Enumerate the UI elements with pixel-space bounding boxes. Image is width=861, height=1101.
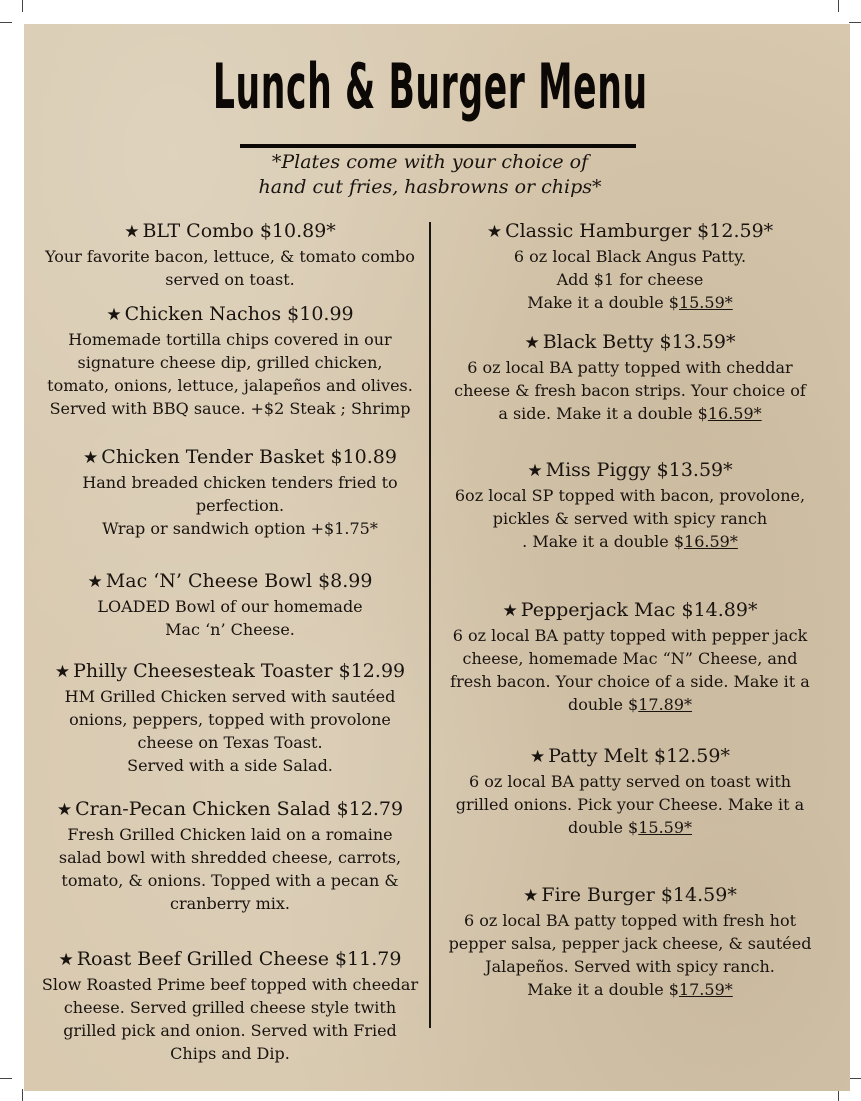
description-line xyxy=(430,909,830,932)
star-icon: ★ xyxy=(524,333,540,353)
crop-mark xyxy=(849,22,861,23)
description-text: 6 oz local BA patty topped with pepper jack xyxy=(452,626,808,645)
description-line xyxy=(30,731,430,754)
description-line xyxy=(30,517,450,540)
menu-item-title-text: Patty Melt $12.59* xyxy=(548,745,730,767)
subtitle-line: *Plates come with your choice of xyxy=(271,151,589,173)
description-text: double $ xyxy=(567,818,639,837)
menu-item-title-text: Miss Piggy $13.59* xyxy=(545,459,733,481)
crop-mark xyxy=(849,1078,861,1079)
description-text: cheese, homemade Mac “N” Cheese, and xyxy=(462,649,798,668)
menu-item-title xyxy=(430,743,830,770)
description-text: 6oz local SP topped with bacon, provolone, xyxy=(454,486,806,505)
description-line xyxy=(30,846,430,869)
subtitle-line: hand cut fries, hasbrowns or chips* xyxy=(258,176,602,198)
menu-item-description xyxy=(430,909,830,1001)
star-icon: ★ xyxy=(523,886,539,906)
crop-mark xyxy=(0,1078,12,1079)
description-text: cranberry mix. xyxy=(170,894,290,913)
description-text: HM Grilled Chicken served with sautéed xyxy=(64,687,396,706)
double-price: 16.59* xyxy=(707,404,762,423)
menu-item-title xyxy=(30,444,450,471)
menu-item-roastbeef xyxy=(30,946,430,1065)
description-line xyxy=(430,245,830,268)
description-text: Jalapeños. Served with spicy ranch. xyxy=(485,957,775,976)
menu-item-piggy xyxy=(430,457,830,553)
menu-item-title-text: Mac ‘N’ Cheese Bowl $8.99 xyxy=(105,570,373,592)
description-text: Make it a double $ xyxy=(527,980,679,999)
menu-item-description xyxy=(30,595,430,641)
description-text: Served with BBQ sauce. +$2 Steak ; Shrimp xyxy=(49,399,411,418)
menu-item-title-text: Philly Cheesesteak Toaster $12.99 xyxy=(73,660,406,682)
description-text: 6 oz local BA patty topped with cheddar xyxy=(467,358,793,377)
star-icon: ★ xyxy=(58,950,74,970)
description-text: Homemade tortilla chips covered in our xyxy=(68,330,392,349)
description-line xyxy=(430,530,830,553)
description-line xyxy=(430,624,830,647)
description-text: Hand breaded chicken tenders fried to xyxy=(82,473,398,492)
menu-item-title xyxy=(430,457,830,484)
menu-item-title xyxy=(430,218,830,245)
star-icon: ★ xyxy=(124,222,140,242)
description-line xyxy=(430,770,830,793)
description-line xyxy=(430,268,830,291)
menu-item-description xyxy=(430,770,830,839)
crop-mark xyxy=(22,1089,23,1101)
description-text: double $ xyxy=(567,695,639,714)
menu-item-title xyxy=(430,597,830,624)
description-line xyxy=(30,685,430,708)
menu-item-title-text: Chicken Nachos $10.99 xyxy=(124,303,354,325)
menu-item-description xyxy=(30,471,450,540)
menu-item-fire xyxy=(430,882,830,1001)
description-line xyxy=(430,647,830,670)
menu-item-nachos xyxy=(30,301,430,420)
description-text: LOADED Bowl of our homemade xyxy=(97,597,363,616)
star-icon: ★ xyxy=(56,800,73,820)
menu-item-classic xyxy=(430,218,830,314)
description-text: tomato, onions, lettuce, jalapeños and olives. xyxy=(47,376,413,395)
menu-item-title xyxy=(30,796,430,823)
description-text: Add $1 for cheese xyxy=(556,270,704,289)
menu-item-title xyxy=(430,882,830,909)
star-icon: ★ xyxy=(106,305,122,325)
double-price: 16.59* xyxy=(684,532,738,551)
crop-mark xyxy=(22,0,23,12)
description-text: cheese. Served grilled cheese style twith xyxy=(63,998,397,1017)
description-text: salad bowl with shredded cheese, carrots, xyxy=(58,848,402,867)
description-text: cheese on Texas Toast. xyxy=(137,733,323,752)
menu-item-title-text: Pepperjack Mac $14.89* xyxy=(520,599,758,621)
description-line xyxy=(30,374,430,397)
description-text: Chips and Dip. xyxy=(170,1044,290,1063)
description-text: Make it a double $ xyxy=(527,293,679,312)
menu-item-description xyxy=(430,484,830,553)
description-line xyxy=(30,245,430,268)
description-text: onions, peppers, topped with provolone xyxy=(69,710,391,729)
description-line xyxy=(30,397,430,420)
description-text: grilled pick and onion. Served with Fried xyxy=(63,1021,397,1040)
menu-item-description xyxy=(30,245,430,291)
description-line xyxy=(30,869,430,892)
menu-item-title xyxy=(30,658,430,685)
star-icon: ★ xyxy=(527,461,543,481)
description-line xyxy=(30,268,430,291)
double-price: 15.59* xyxy=(638,818,693,837)
menu-item-blt xyxy=(30,218,430,291)
star-icon: ★ xyxy=(54,662,71,682)
description-line xyxy=(430,816,830,839)
description-text: . Make it a double $ xyxy=(522,532,685,551)
menu-item-title-text: Cran-Pecan Chicken Salad $12.79 xyxy=(75,798,404,820)
description-line xyxy=(430,793,830,816)
description-line xyxy=(430,670,830,693)
star-icon: ★ xyxy=(502,601,518,621)
description-text: Fresh Grilled Chicken laid on a romaine xyxy=(67,825,393,844)
description-line xyxy=(30,708,430,731)
description-text: 6 oz local BA patty served on toast with xyxy=(468,772,792,791)
description-text: Slow Roasted Prime beef topped with cheedar xyxy=(41,975,419,994)
star-icon: ★ xyxy=(83,448,99,468)
description-line xyxy=(430,932,830,955)
double-price: 17.89* xyxy=(638,695,693,714)
description-text: fresh bacon. Your choice of a side. Make it a xyxy=(450,672,810,691)
menu-item-title xyxy=(430,329,830,356)
description-text: Mac ‘n’ Cheese. xyxy=(165,620,295,639)
description-line xyxy=(30,351,430,374)
description-line xyxy=(30,471,450,494)
menu-item-description xyxy=(30,823,430,915)
menu-item-description xyxy=(30,973,430,1065)
star-icon: ★ xyxy=(486,222,503,242)
menu-item-description xyxy=(430,245,830,314)
description-line xyxy=(430,356,830,379)
description-text: signature cheese dip, grilled chicken, xyxy=(77,353,383,372)
description-line xyxy=(30,892,430,915)
menu-item-mac xyxy=(30,568,430,641)
menu-item-title xyxy=(30,946,430,973)
description-line xyxy=(30,1019,430,1042)
menu-subtitle xyxy=(200,150,660,200)
menu-item-description xyxy=(430,356,830,425)
description-line xyxy=(30,618,430,641)
description-text: 6 oz local Black Angus Patty. xyxy=(513,247,747,266)
description-text: tomato, & onions. Topped with a pecan & xyxy=(61,871,399,890)
menu-item-title-text: Fire Burger $14.59* xyxy=(541,884,737,906)
menu-item-title-text: Black Betty $13.59* xyxy=(542,331,736,353)
menu-item-tender xyxy=(30,444,450,540)
double-price: 15.59* xyxy=(678,293,733,312)
menu-item-salad xyxy=(30,796,430,915)
menu-item-title-text: Classic Hamburger $12.59* xyxy=(505,220,774,242)
description-line xyxy=(430,291,830,314)
crop-mark xyxy=(0,22,12,23)
description-line xyxy=(430,978,830,1001)
description-line xyxy=(30,328,430,351)
menu-item-title xyxy=(30,568,430,595)
description-text: Wrap or sandwich option +$1.75* xyxy=(102,519,378,538)
description-text: grilled onions. Pick your Cheese. Make it a xyxy=(455,795,805,814)
description-text: cheese & fresh bacon strips. Your choice of xyxy=(454,381,806,400)
title-underline xyxy=(240,144,636,148)
menu-item-description xyxy=(430,624,830,716)
menu-item-pattymelt xyxy=(430,743,830,839)
description-text: pepper salsa, pepper jack cheese, & sautéed xyxy=(448,934,812,953)
description-text: a side. Make it a double $ xyxy=(498,404,708,423)
description-line xyxy=(30,973,430,996)
description-line xyxy=(30,595,430,618)
menu-item-description xyxy=(30,685,430,777)
description-text: perfection. xyxy=(195,496,285,515)
menu-item-title xyxy=(30,301,430,328)
menu-item-title-text: Roast Beef Grilled Cheese $11.79 xyxy=(76,948,402,970)
menu-title: Lunch & Burger Menu xyxy=(212,50,648,123)
star-icon: ★ xyxy=(530,747,546,767)
description-line xyxy=(430,402,830,425)
description-line xyxy=(30,754,430,777)
menu-item-betty xyxy=(430,329,830,425)
description-line xyxy=(30,823,430,846)
menu-item-pepperjack xyxy=(430,597,830,716)
menu-item-title xyxy=(30,218,430,245)
menu-item-philly xyxy=(30,658,430,777)
double-price: 17.59* xyxy=(678,980,733,999)
description-line xyxy=(430,484,830,507)
description-line xyxy=(30,494,450,517)
description-text: served on toast. xyxy=(165,270,295,289)
description-line xyxy=(30,1042,430,1065)
menu-item-title-text: Chicken Tender Basket $10.89 xyxy=(101,446,397,468)
description-line xyxy=(430,379,830,402)
description-line xyxy=(430,693,830,716)
description-text: pickles & served with spicy ranch xyxy=(492,509,768,528)
description-text: Served with a side Salad. xyxy=(127,756,333,775)
description-line xyxy=(430,955,830,978)
menu-item-description xyxy=(30,328,430,420)
description-text: Your favorite bacon, lettuce, & tomato combo xyxy=(45,247,415,266)
description-text: 6 oz local BA patty topped with fresh hot xyxy=(463,911,796,930)
crop-mark xyxy=(838,0,839,12)
menu-item-title-text: BLT Combo $10.89* xyxy=(142,220,336,242)
star-icon: ★ xyxy=(87,572,103,592)
description-line xyxy=(30,996,430,1019)
description-line xyxy=(430,507,830,530)
